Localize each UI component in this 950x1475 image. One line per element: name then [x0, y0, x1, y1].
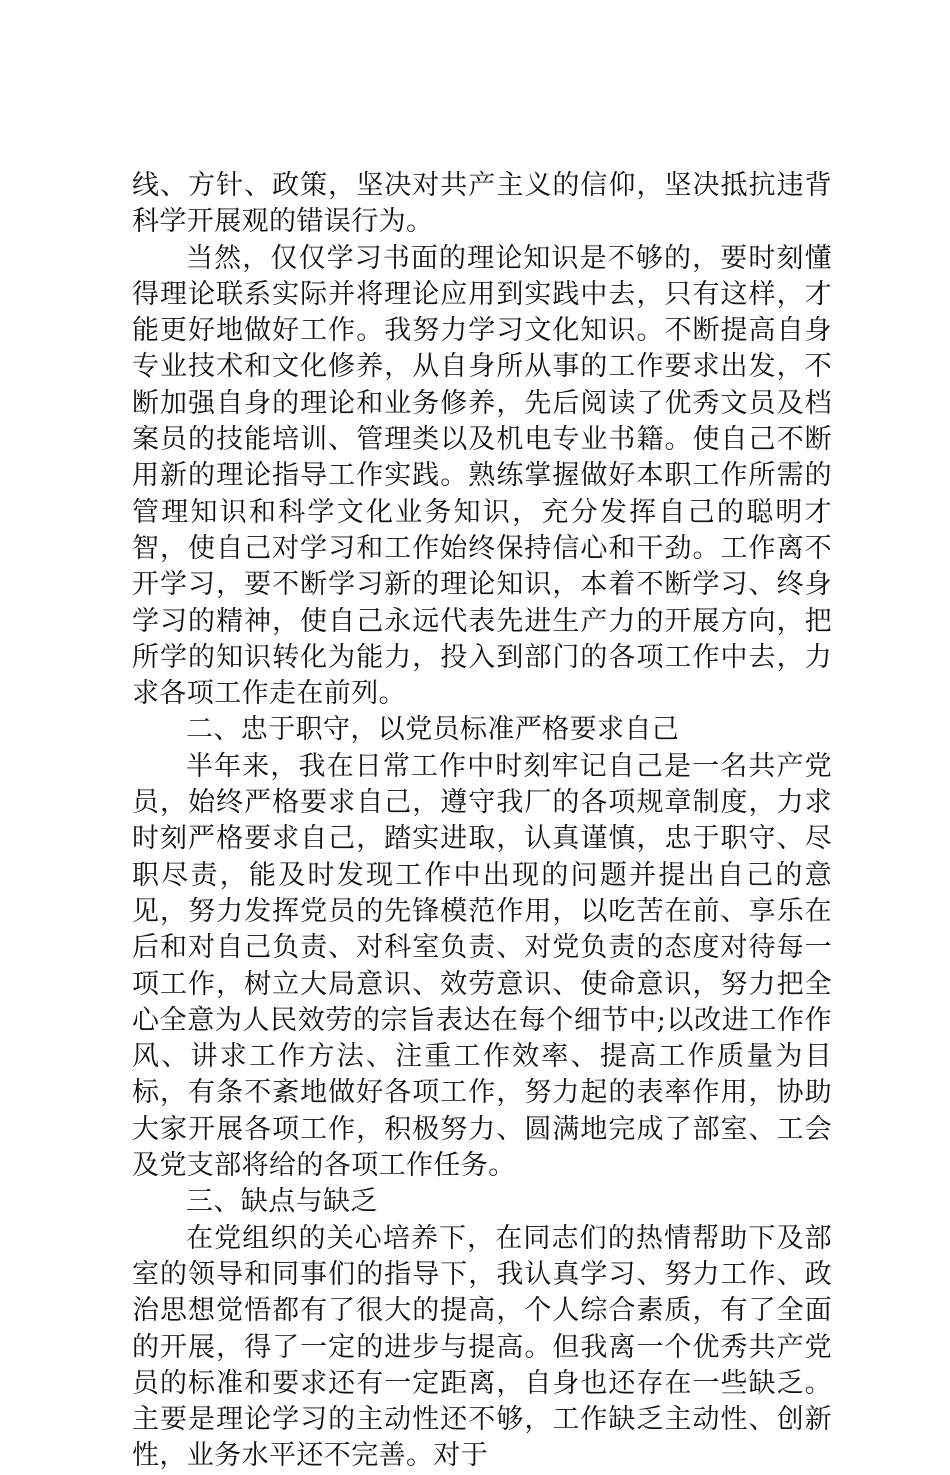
- section-heading-3: 三、缺点与缺乏: [186, 1186, 378, 1218]
- paragraph-theory-study: 当然，仅仅学习书面的理论知识是不够的，要时刻懂得理论联系实际并将理论应用到实践中去，只有这样，才能更好地做好工作。我努力学习文化知识。不断提高自身专业技术和文化修养，从自身所从事的工作要求出发，不断加强自身的理论和业务修养，先后阅读了优秀文员及档案员的技能培训、管理类以及机电专业书籍。使自己不断用新的理论指导工作实践。熟练掌握做好本职工作所需的管理知识和科学文化业务知识，充分发挥自己的聪明才智，使自己对学习和工作始终保持信心和干劲。工作离不开学习，要不断学习新的理论知识，本着不断学习、终身学习的精神，使自己永远代表先进生产力的开展方向，把所学的知识转化为能力，投入到部门的各项工作中去，力求各项工作走在前列。: [132, 242, 832, 710]
- document-body: [132, 168, 832, 1475]
- paragraph-duty: 半年来，我在日常工作中时刻牢记自己是一名共产党员，始终严格要求自己，遵守我厂的各项规章制度，力求时刻严格要求自己，踏实进取，认真谨慎，忠于职守、尽职尽责，能及时发现工作中出现的问题并提出自己的意见，努力发挥党员的先锋模范作用，以吃苦在前、享乐在后和对自己负责、对科室负责、对党负责的态度对待每一项工作，树立大局意识、效劳意识、使命意识，努力把全心全意为人民效劳的宗旨表达在每个细节中;以改进工作作风、讲求工作方法、注重工作效率、提高工作质量为目标，有条不紊地做好各项工作，努力起的表率作用，协助大家开展各项工作，积极努力、圆满地完成了部室、工会及党支部将给的各项工作任务。: [132, 750, 832, 1182]
- paragraph-shortcomings: 在党组织的关心培养下，在同志们的热情帮助下及部室的领导和同事们的指导下，我认真学习、努力工作、政治思想觉悟都有了很大的提高，个人综合素质，有了全面的开展，得了一定的进步与提高。但我离一个优秀共产党员的标准和要求还有一定距离，自身也还存在一些缺乏。主要是理论学习的主动性还不够，工作缺乏主动性、创新性，业务水平还不完善。对于: [132, 1222, 832, 1472]
- section-heading-2: 二、忠于职守，以党员标准严格要求自己: [186, 714, 680, 746]
- paragraph-continuation: 线、方针、政策，坚决对共产主义的信仰，坚决抵抗违背科学开展观的错误行为。: [132, 170, 832, 238]
